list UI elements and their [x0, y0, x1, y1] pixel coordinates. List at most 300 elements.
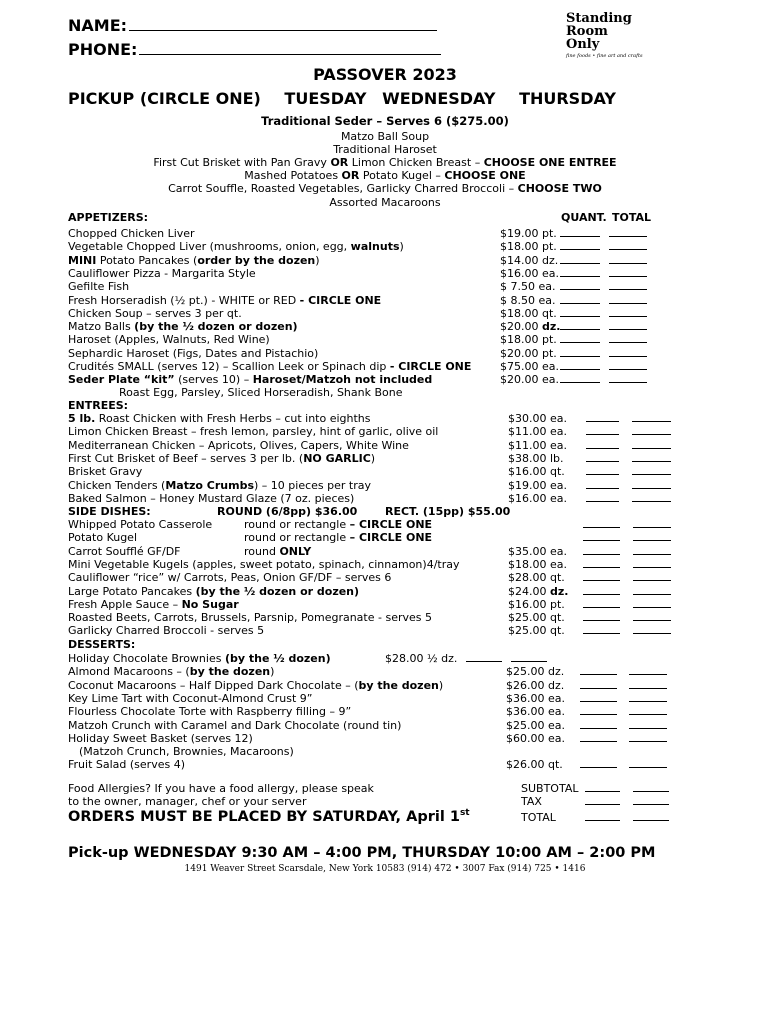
total-blank[interactable] — [629, 719, 667, 729]
item-text: Almond Macaroons – ( — [68, 665, 190, 679]
item-text: $28.00 qt. — [508, 571, 565, 585]
total-blank[interactable] — [629, 679, 667, 689]
menu-item-row — [68, 227, 195, 240]
item-text: Garlicky Charred Broccoli - serves 5 — [68, 624, 265, 638]
item-text: Cauliflower Pizza - Margarita Style — [68, 266, 256, 280]
item-text: Flourless Chocolate Torte with Raspberry filling – 9” — [68, 705, 352, 719]
item-price — [500, 280, 556, 293]
item-text: $25.00 qt. — [508, 624, 565, 638]
item-text: Matzo Balls — [68, 320, 135, 334]
item-price — [508, 465, 565, 478]
item-price — [500, 373, 559, 386]
item-price — [506, 679, 564, 692]
tax-total-blank[interactable] — [633, 795, 669, 805]
total-blank[interactable] — [633, 545, 671, 555]
quantity-blank[interactable] — [586, 479, 619, 489]
phone-label: PHONE: — [68, 40, 138, 59]
quantity-blank[interactable] — [586, 439, 619, 449]
menu-item-row — [68, 254, 320, 267]
seder-line — [0, 182, 770, 195]
item-text: ONLY — [279, 544, 312, 558]
quantity-blank[interactable] — [560, 373, 600, 383]
menu-item-row — [68, 333, 270, 346]
item-text: $16.00 ea. — [500, 266, 559, 280]
item-text: MINI — [68, 253, 97, 267]
item-price — [506, 692, 565, 705]
subtotal-label: SUBTOTAL — [521, 782, 579, 795]
quantity-blank[interactable] — [583, 545, 620, 555]
item-price — [508, 598, 565, 611]
total-header: TOTAL — [612, 211, 652, 224]
total-blank[interactable] — [609, 333, 647, 343]
item-price — [500, 254, 558, 267]
total-total-blank[interactable] — [633, 811, 669, 821]
item-text: by the dozen — [189, 665, 271, 679]
item-text: Whipped Potato Casserole — [68, 518, 213, 531]
quantity-blank[interactable] — [580, 719, 617, 729]
item-text: Baked Salmon – Honey Mustard Glaze (7 oz. pieces) — [68, 491, 355, 505]
item-text: $20.00 ea. — [500, 373, 559, 387]
menu-item-row — [68, 705, 351, 718]
inline-price — [385, 652, 457, 665]
item-text: Brisket Gravy — [68, 465, 143, 479]
entrees-heading: ENTREES: — [68, 399, 129, 412]
total-blank[interactable] — [585, 811, 620, 821]
item-text: Seder Plate “kit” — [68, 373, 175, 387]
menu-item-row — [68, 719, 401, 732]
standing-room-only-logo — [566, 12, 666, 64]
pickup-hours: Pick-up WEDNESDAY 9:30 AM – 4:00 PM, THURSDAY 10:00 AM – 2:00 PM — [68, 845, 656, 861]
text: CHOOSE ONE ENTREE — [483, 156, 617, 169]
item-text: round or rectangle — [244, 518, 350, 531]
item-text: Haroset/Matzoh not included — [252, 373, 433, 387]
pickup-option-tuesday[interactable]: TUESDAY — [284, 89, 367, 108]
menu-item-row — [68, 611, 432, 624]
item-text: $18.00 ea. — [508, 557, 567, 571]
item-text: Fresh Horseradish (½ pt.) - WHITE or RED — [68, 293, 300, 307]
item-text: 5 lb. — [68, 412, 96, 425]
text: OR — [341, 169, 360, 182]
menu-item-row — [68, 571, 391, 584]
menu-item-row — [68, 652, 331, 665]
total-blank[interactable] — [609, 267, 647, 277]
total-blank[interactable] — [632, 492, 671, 502]
item-text: Chicken Tenders ( — [68, 478, 166, 492]
total-blank[interactable] — [609, 373, 647, 383]
total-blank[interactable] — [633, 624, 671, 634]
item-text: $36.00 ea. — [506, 705, 565, 719]
order-deadline — [68, 808, 470, 825]
item-text: Mini Vegetable Kugels (apples, sweet potato, spinach, cinnamon)4/tray — [68, 557, 460, 571]
total-blank[interactable] — [609, 227, 647, 237]
item-text: (by the ½ dozen) — [224, 652, 331, 665]
item-price — [508, 558, 567, 571]
item-price — [506, 665, 564, 678]
total-blank[interactable] — [609, 347, 647, 357]
item-price — [506, 705, 565, 718]
item-text: Fruit Salad (serves 4) — [68, 758, 185, 772]
text: Carrot Souffle, Roasted Vegetables, Garlicky Charred Broccoli – — [168, 182, 518, 195]
item-text: Key Lime Tart with Coconut-Almond Crust 9” — [68, 691, 313, 705]
item-text: ) — [438, 678, 444, 692]
item-text: $11.00 ea. — [508, 425, 567, 439]
item-price — [506, 758, 563, 771]
side-dishes-heading: SIDE DISHES: — [68, 505, 151, 518]
item-text: $26.00 qt. — [506, 758, 563, 772]
item-price — [508, 545, 567, 558]
item-price — [500, 227, 557, 240]
menu-item-row — [68, 665, 274, 678]
item-text: $28.00 ½ dz. — [385, 652, 458, 665]
item-text: $16.00 qt. — [508, 465, 565, 479]
menu-item-row — [68, 479, 371, 492]
quantity-blank[interactable] — [560, 267, 600, 277]
pickup-label: PICKUP (CIRCLE ONE) — [68, 89, 261, 108]
quantity-blank[interactable] — [583, 598, 620, 608]
tax-label: TAX — [521, 795, 542, 808]
item-text: $16.00 ea. — [508, 491, 567, 505]
menu-item-row — [68, 598, 239, 611]
item-price — [500, 240, 557, 253]
total-blank[interactable] — [632, 479, 671, 489]
round-size-price: ROUND (6/8pp) $36.00 — [217, 505, 358, 518]
item-price — [508, 439, 567, 452]
menu-item-row — [68, 280, 129, 293]
appetizers-heading: APPETIZERS: — [68, 211, 149, 224]
menu-item-row — [68, 412, 371, 425]
item-text: Vegetable Chopped Liver (mushrooms, onion, egg, — [68, 240, 351, 254]
quantity-blank[interactable] — [583, 518, 620, 528]
total-blank[interactable] — [632, 412, 671, 422]
item-price — [500, 360, 559, 373]
logo-word-3: Only — [566, 37, 600, 52]
item-text: $11.00 ea. — [508, 438, 567, 452]
menu-item-row — [68, 240, 404, 253]
item-price — [508, 412, 567, 425]
item-text: Roasted Beets, Carrots, Brussels, Parsnip, Pomegranate - serves 5 — [68, 611, 432, 625]
item-text: ) — [399, 240, 404, 254]
phone-line[interactable] — [139, 40, 441, 55]
quantity-blank[interactable] — [586, 425, 619, 435]
quantity-blank[interactable] — [560, 360, 600, 370]
item-price — [508, 624, 565, 637]
item-text: $19.00 pt. — [500, 227, 557, 240]
total-blank[interactable] — [632, 439, 671, 449]
quantity-blank[interactable] — [583, 611, 620, 621]
quantity-blank[interactable] — [583, 624, 620, 634]
quantity-blank[interactable] — [586, 465, 619, 475]
item-text: Haroset (Apples, Walnuts, Red Wine) — [68, 333, 270, 347]
item-text: $18.00 qt. — [500, 306, 557, 320]
total-blank[interactable] — [609, 280, 647, 290]
menu-item-row — [68, 373, 432, 386]
item-text: ) — [370, 451, 376, 465]
quantity-blank[interactable] — [560, 347, 600, 357]
item-text: $25.00 dz. — [506, 665, 565, 679]
menu-item-row — [68, 492, 354, 505]
item-text: $38.00 lb. — [508, 451, 564, 465]
item-text: - CIRCLE ONE — [299, 293, 382, 307]
item-price — [508, 425, 567, 438]
item-text: Holiday Sweet Basket (serves 12) — [68, 731, 253, 745]
quantity-blank[interactable] — [560, 280, 600, 290]
quantity-blank[interactable] — [583, 558, 620, 568]
total-blank[interactable] — [609, 307, 647, 317]
subtotal-blank[interactable] — [585, 782, 620, 792]
total-label: TOTAL — [521, 811, 556, 824]
quantity-blank[interactable] — [583, 531, 620, 541]
text: OR — [330, 156, 349, 169]
item-text: Mediterranean Chicken – Apricots, Olives, Capers, White Wine — [68, 438, 409, 452]
item-price — [500, 320, 560, 333]
item-text: First Cut Brisket of Beef – serves 3 per lb. ( — [68, 451, 304, 465]
page-title: PASSOVER 2023 — [313, 65, 457, 84]
item-price — [506, 719, 565, 732]
total-blank[interactable] — [633, 558, 671, 568]
menu-item-row — [68, 439, 409, 452]
total-blank[interactable] — [609, 320, 647, 330]
item-text: $25.00 ea. — [506, 718, 565, 732]
item-text: Limon Chicken Breast – fresh lemon, parsley, hint of garlic, olive oil — [68, 425, 439, 439]
item-text: (by the ½ dozen or dozen) — [134, 320, 298, 334]
total-blank[interactable] — [609, 360, 647, 370]
menu-item-row — [68, 294, 381, 307]
menu-item-row — [68, 732, 253, 745]
item-text: $20.00 — [500, 320, 542, 334]
subtotal-total-blank[interactable] — [633, 782, 669, 792]
desserts-heading: DESSERTS: — [68, 638, 136, 651]
quantity-blank[interactable] — [586, 412, 619, 422]
total-blank[interactable] — [511, 652, 547, 662]
total-blank[interactable] — [632, 425, 671, 435]
item-text: $20.00 pt. — [500, 346, 557, 360]
store-address: 1491 Weaver Street Scarsdale, New York 10583 (914) 472 • 3007 Fax (914) 725 • 1416 — [184, 864, 586, 874]
item-text: – CIRCLE ONE — [349, 531, 433, 545]
quantity-blank[interactable] — [580, 705, 617, 715]
menu-item-row — [68, 320, 298, 333]
total-blank[interactable] — [632, 465, 671, 475]
item-text: ) — [315, 253, 320, 267]
seder-line: Matzo Ball Soup — [340, 130, 430, 143]
item-text: $ 8.50 ea. — [500, 293, 556, 307]
item-text: Gefilte Fish — [68, 280, 130, 294]
quantity-blank[interactable] — [586, 492, 619, 502]
seder-heading: Traditional Seder – Serves 6 ($275.00) — [261, 114, 509, 128]
quantity-blank[interactable] — [580, 679, 617, 689]
item-price — [500, 294, 556, 307]
item-text: Potato Pancakes ( — [96, 253, 198, 267]
quantity-blank[interactable] — [560, 320, 600, 330]
quantity-blank[interactable] — [583, 585, 620, 595]
menu-item-row — [68, 518, 212, 531]
pickup-option-wednesday[interactable]: WEDNESDAY — [382, 89, 496, 108]
item-text: ) — [270, 665, 275, 679]
name-field[interactable] — [68, 16, 437, 35]
name-line[interactable] — [129, 16, 437, 31]
logo-tagline: fine foods • fine art and crafts — [566, 53, 643, 59]
item-text: Carrot Soufflé GF/DF — [68, 544, 181, 558]
item-text: (serves 10) – — [174, 373, 253, 387]
phone-field[interactable] — [68, 40, 441, 59]
total-blank[interactable] — [633, 598, 671, 608]
text: CHOOSE ONE — [444, 169, 526, 182]
item-text: $14.00 dz. — [500, 253, 559, 267]
menu-item-row — [68, 267, 256, 280]
item-price — [500, 267, 559, 280]
logo-word-2: Room — [566, 24, 608, 39]
allergy-note-line: to the owner, manager, chef or your server — [68, 795, 307, 808]
quantity-blank[interactable] — [586, 452, 619, 462]
quantity-blank[interactable] — [560, 294, 600, 304]
item-text: (by the ½ dozen or dozen) — [195, 584, 360, 598]
total-blank[interactable] — [633, 585, 671, 595]
item-text: order by the dozen — [197, 253, 316, 267]
menu-item-row — [68, 452, 375, 465]
quantity-blank[interactable] — [580, 692, 617, 702]
total-blank[interactable] — [609, 294, 647, 304]
item-price — [508, 479, 567, 492]
quantity-blank[interactable] — [560, 333, 600, 343]
total-blank[interactable] — [633, 518, 671, 528]
item-text: NO GARLIC — [303, 451, 371, 465]
quantity-blank[interactable] — [580, 758, 617, 768]
item-text: Matzo Crumbs — [165, 478, 254, 492]
seder-plate-note: Roast Egg, Parsley, Sliced Horseradish, Shank Bone — [119, 386, 403, 399]
item-text: round or rectangle — [244, 531, 350, 545]
item-text: Potato Kugel — [68, 531, 138, 545]
item-text: walnuts — [350, 240, 400, 254]
total-blank[interactable] — [629, 692, 667, 702]
menu-item-row — [68, 692, 312, 705]
size-option[interactable] — [244, 531, 432, 544]
menu-item-row — [68, 679, 443, 692]
name-label: NAME: — [68, 16, 128, 35]
total-blank[interactable] — [629, 665, 667, 675]
allergy-note-line: Food Allergies? If you have a food allergy, please speak — [68, 782, 374, 795]
total-blank[interactable] — [632, 452, 671, 462]
text: CHOOSE TWO — [517, 182, 602, 195]
seder-line — [0, 169, 770, 182]
item-text: $16.00 pt. — [508, 597, 565, 611]
pickup-option-thursday[interactable]: THURSDAY — [519, 89, 616, 108]
item-text: Roast Chicken with Fresh Herbs – cut into eighths — [95, 412, 371, 425]
item-text: Crudités SMALL (serves 12) – Scallion Leek or Spinach dip — [68, 360, 390, 373]
rect-size-price: RECT. (15pp) $55.00 — [385, 505, 511, 518]
item-price — [508, 611, 565, 624]
menu-item-row — [68, 360, 471, 373]
item-text: Holiday Chocolate Brownies — [68, 652, 225, 665]
item-price — [508, 492, 567, 505]
item-text: $36.00 ea. — [506, 691, 565, 705]
item-text: ) – 10 pieces per tray — [254, 478, 371, 492]
seder-line: Traditional Haroset — [333, 143, 437, 156]
seder-line: Assorted Macaroons — [329, 196, 441, 209]
total-blank[interactable] — [629, 758, 667, 768]
item-text: $19.00 ea. — [508, 478, 567, 492]
pickup-day-selector — [68, 89, 616, 108]
item-text: $75.00 ea. — [500, 360, 559, 373]
quantity-blank[interactable] — [466, 652, 502, 662]
item-price — [500, 307, 557, 320]
total-blank[interactable] — [609, 254, 647, 264]
item-text: $60.00 ea. — [506, 731, 565, 745]
tax-blank[interactable] — [585, 795, 620, 805]
item-price — [508, 571, 565, 584]
item-text: $25.00 qt. — [508, 611, 565, 625]
total-blank[interactable] — [633, 531, 671, 541]
item-price — [500, 333, 557, 346]
item-text: $18.00 pt. — [500, 333, 557, 347]
item-text: $35.00 ea. — [508, 544, 567, 558]
text: Limon Chicken Breast – — [348, 156, 484, 169]
text: First Cut Brisket with Pan Gravy — [153, 156, 331, 169]
menu-item-row — [68, 545, 181, 558]
total-blank[interactable] — [629, 705, 667, 715]
menu-item-row — [68, 624, 264, 637]
menu-item-row — [68, 758, 185, 771]
menu-item-row — [68, 465, 142, 478]
item-text: Chicken Soup – serves 3 per qt. — [68, 306, 242, 320]
total-blank[interactable] — [629, 732, 667, 742]
item-text: dz. — [550, 584, 569, 598]
item-price — [506, 732, 565, 745]
item-price — [508, 452, 564, 465]
total-blank[interactable] — [633, 571, 671, 581]
menu-item-row — [68, 425, 438, 438]
item-text: $18.00 pt. — [500, 240, 557, 254]
quantity-blank[interactable] — [580, 665, 617, 675]
quant-header: QUANT. — [561, 211, 607, 224]
quantity-blank[interactable] — [560, 254, 600, 264]
logo-word-1: Standing — [566, 11, 632, 26]
item-text: – CIRCLE ONE — [349, 518, 433, 531]
quantity-blank[interactable] — [560, 307, 600, 317]
quantity-blank[interactable] — [560, 227, 600, 237]
size-option[interactable] — [244, 518, 432, 531]
deadline-text: ORDERS MUST BE PLACED BY SATURDAY, April 1 — [68, 808, 460, 825]
seder-line — [0, 156, 770, 169]
item-text: Matzoh Crunch with Caramel and Dark Chocolate (round tin) — [68, 718, 402, 732]
item-text: round — [244, 544, 280, 558]
size-option[interactable] — [244, 545, 311, 558]
item-text: $24.00 — [508, 584, 550, 598]
menu-item-row — [68, 558, 460, 571]
item-text: $30.00 ea. — [508, 412, 567, 425]
menu-item-row — [68, 347, 318, 360]
quantity-blank[interactable] — [580, 732, 617, 742]
menu-item-row — [68, 585, 359, 598]
quantity-blank[interactable] — [583, 571, 620, 581]
item-text: Coconut Macaroons – Half Dipped Dark Chocolate – ( — [68, 678, 359, 692]
item-text: Chopped Chicken Liver — [68, 227, 195, 240]
item-price — [508, 585, 568, 598]
item-text: Sephardic Haroset (Figs, Dates and Pistachio) — [68, 346, 319, 360]
total-blank[interactable] — [609, 240, 647, 250]
item-text: $26.00 dz. — [506, 678, 565, 692]
item-text: - CIRCLE ONE — [389, 360, 472, 373]
text: Mashed Potatoes — [244, 169, 342, 182]
menu-item-row — [68, 307, 242, 320]
quantity-blank[interactable] — [560, 240, 600, 250]
item-text: Cauliflower “rice” w/ Carrots, Peas, Onion GF/DF – serves 6 — [68, 571, 392, 585]
menu-item-row — [68, 531, 137, 544]
deadline-sup: st — [459, 808, 470, 818]
item-text: Fresh Apple Sauce – — [68, 597, 182, 611]
total-blank[interactable] — [633, 611, 671, 621]
item-text: by the dozen — [358, 678, 439, 692]
item-text: Large Potato Pancakes — [68, 584, 196, 598]
menu-item-row — [79, 745, 294, 758]
